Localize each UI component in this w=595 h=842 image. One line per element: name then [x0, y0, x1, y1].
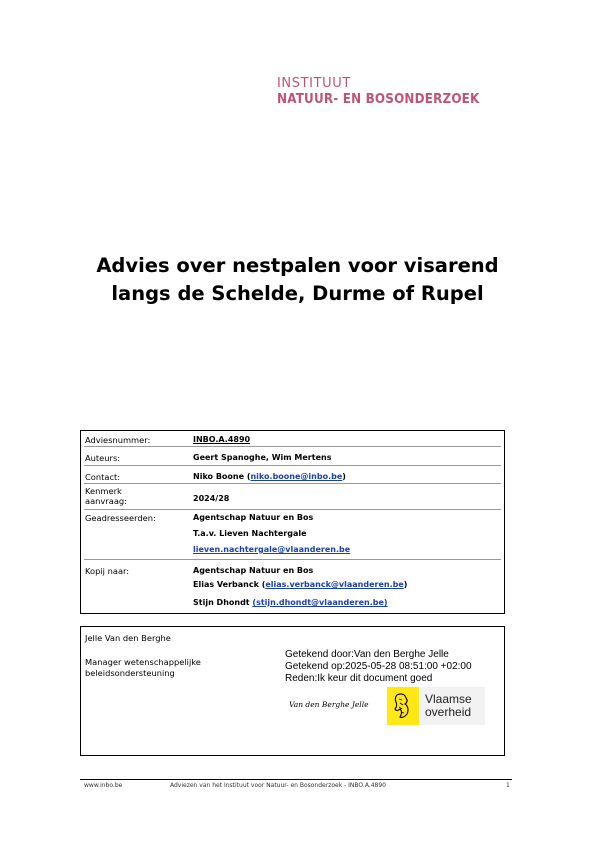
kopij-email2-link[interactable]: (stijn.dhondt@vlaanderen.be)	[252, 598, 388, 607]
document-title	[60, 252, 535, 308]
digital-signature-text	[285, 649, 472, 685]
adviesnummer-value: INBO.A.4890	[193, 435, 251, 444]
vo-line-1: Vlaamse	[425, 692, 472, 706]
kenmerk-label	[85, 486, 127, 506]
contact-email-link[interactable]: niko.boone@inbo.be	[250, 472, 343, 481]
footer-divider	[80, 779, 512, 780]
geadresseerden-tav: T.a.v. Lieven Nachtergale	[193, 529, 307, 538]
title-line-1: Advies over nestpalen voor visarend	[96, 254, 499, 277]
geadresseerden-org: Agentschap Natuur en Bos	[193, 513, 314, 522]
signed-on: Getekend op:2025-05-28 08:51:00 +02:00	[285, 661, 472, 672]
signed-reason: Reden:Ik keur dit document goed	[285, 673, 433, 684]
kopij-person1	[193, 580, 407, 589]
signer-name: Jelle Van den Berghe	[85, 633, 171, 643]
inbo-logo	[277, 76, 497, 108]
kopij-org: Agentschap Natuur en Bos	[193, 566, 314, 575]
kopij-person2-name: Stijn Dhondt	[193, 598, 253, 607]
kenmerk-label-1: Kenmerk	[85, 486, 122, 496]
metadata-table	[80, 430, 505, 614]
footer-site: www.inbo.be	[84, 782, 123, 789]
kopij-label: Kopij naar:	[85, 566, 130, 576]
lion-icon	[387, 687, 419, 725]
divider	[84, 559, 501, 560]
contact-value	[193, 472, 346, 481]
kopij-email1-link[interactable]: elias.verbanck@vlaanderen.be	[265, 580, 404, 589]
auteurs-label: Auteurs:	[85, 453, 121, 463]
contact-close: )	[342, 472, 346, 481]
footer-page-number: 1	[506, 782, 510, 789]
kopij-person1-name: Elias Verbanck (	[193, 580, 266, 589]
contact-name: Niko Boone (	[193, 472, 251, 481]
divider	[84, 509, 501, 510]
logo-line-1: INSTITUUT	[277, 76, 351, 91]
kopij-person2	[193, 598, 388, 607]
auteurs-value: Geert Spanoghe, Wim Mertens	[193, 453, 332, 462]
geadresseerden-label: Geadresseerden:	[85, 513, 156, 523]
logo-line-2: NATUUR- EN BOSONDERZOEK	[277, 92, 480, 107]
kenmerk-label-2: aanvraag:	[85, 496, 127, 506]
divider	[84, 483, 501, 484]
kopij-close1: )	[403, 580, 408, 589]
kenmerk-value: 2024/28	[193, 494, 230, 503]
footer-series: Adviezen van het Instituut voor Natuur- en Bosonderzoek - INBO.A.4890	[170, 782, 386, 789]
divider	[84, 465, 501, 466]
contact-label: Contact:	[85, 472, 121, 482]
signed-by: Getekend door:Van den Berghe Jelle	[285, 649, 449, 660]
title-line-2: langs de Schelde, Durme of Rupel	[111, 282, 484, 305]
vo-line-2: overheid	[425, 705, 472, 719]
adviesnummer-label: Adviesnummer:	[85, 435, 151, 445]
signer-role: Manager wetenschappelijke beleidsondersteuning	[85, 657, 201, 678]
geadresseerden-email-link[interactable]: lieven.nachtergale@vlaanderen.be	[193, 545, 351, 554]
vlaamse-overheid-logo	[387, 687, 485, 725]
signature-box	[80, 626, 505, 756]
vo-label	[425, 693, 472, 719]
handwritten-signature: Van den Berghe Jelle	[289, 700, 369, 709]
divider	[84, 446, 501, 447]
